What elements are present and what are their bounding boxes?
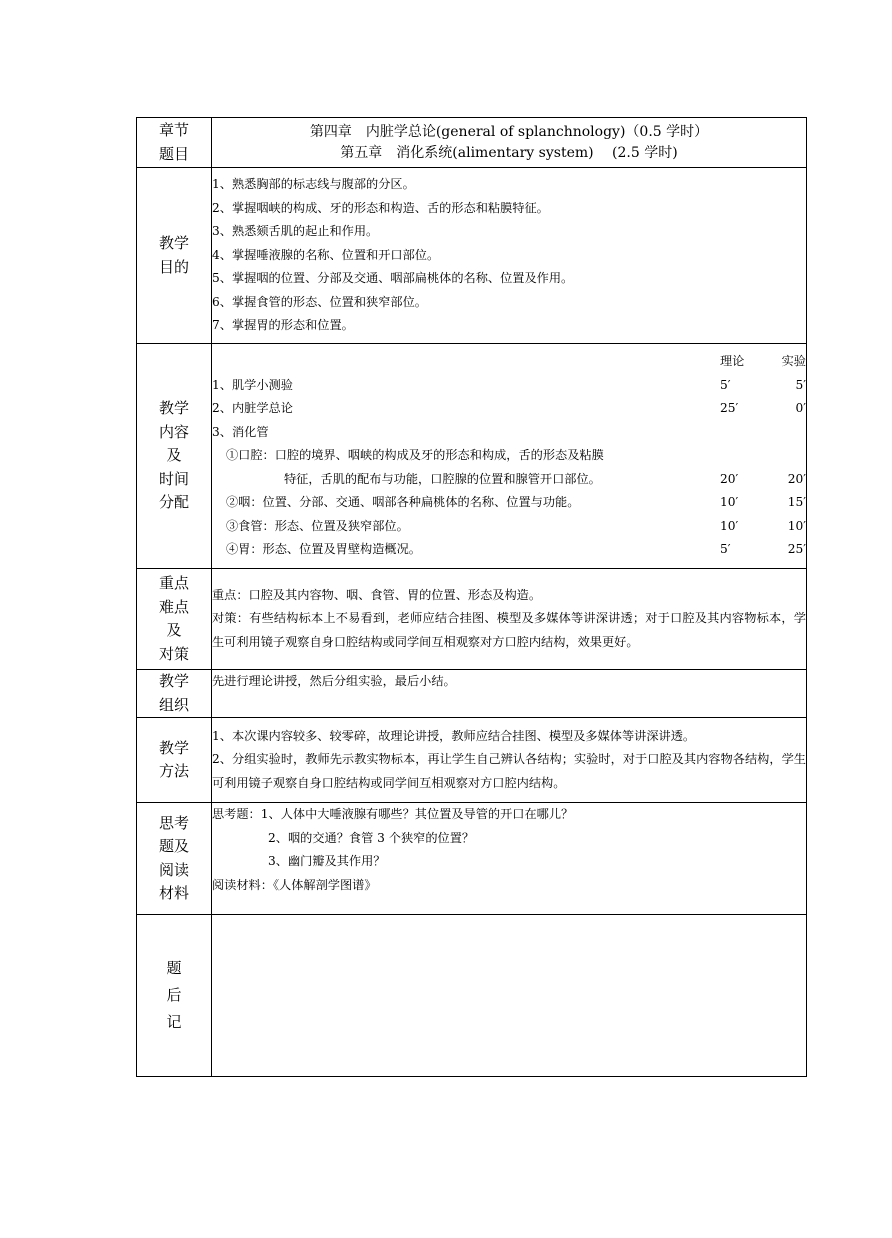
key-points-row [137,569,807,670]
chapter-row [137,118,807,168]
key-points-content [212,569,807,670]
postscript-row [137,915,807,1077]
objective-item: 4、掌握唾液腺的名称、位置和开口部位。 [212,247,440,262]
objectives-content [212,168,807,344]
objective-item: 7、掌握胃的形态和位置。 [212,318,354,333]
objective-item: 2、掌握咽峡的构成、牙的形态和构造、舌的形态和粘膜特征。 [212,200,549,215]
allocation-item: 1、肌学小测验 5′ 5′ [212,377,806,392]
objective-item: 6、掌握食管的形态、位置和狭窄部位。 [212,294,427,309]
lesson-plan-table [136,117,807,1077]
allocation-item: ②咽：位置、分部、交通、咽部各种扁桃体的名称、位置与功能。 10′ 15′ [226,495,806,510]
allocation-item: ①口腔：口腔的境界、咽峡的构成及牙的形态和构成，舌的形态及粘膜 [226,448,604,463]
postscript-label: 题 后 记 [137,915,212,1077]
allocation-row [137,344,807,569]
lab-header: 实验 [781,354,806,369]
allocation-label: 教学 内容 及 时间 分配 [137,344,212,569]
methods-content [212,718,807,803]
questions-content [212,803,807,915]
chapter-content [212,118,807,168]
chapter-title-line: 第五章 消化系统(alimentary system) (2.5 学时) [340,144,678,161]
objectives-row [137,168,807,344]
method-item: 1、本次课内容较多、较零碎，故理论讲授，教师应结合挂图、模型及多媒体等讲深讲透。 [212,728,696,743]
allocation-item: ④胃：形态、位置及胃壁构造概况。 5′ 25′ [226,542,806,557]
questions-label: 思考 题及 阅读 材料 [137,803,212,915]
chapter-label: 章节 题目 [137,118,212,168]
method-item: 2、分组实验时，教师先示教实物标本，再让学生自己辨认各结构；实验时，对于口腔及其内容物各结构，学生可利用镜子观察自身口腔结构或同学间互相观察对方口腔内结构。 [212,752,806,790]
organization-text: 先进行理论讲授，然后分组实验，最后小结。 [212,674,456,688]
question-item: 思考题：1、人体中大唾液腺有哪些？其位置及导管的开口在哪儿？ [212,807,574,821]
allocation-header [212,350,806,374]
key-points-label: 重点 难点 及 对策 [137,569,212,670]
objective-item: 5、掌握咽的位置、分部及交通、咽部扁桃体的名称、位置及作用。 [212,271,574,286]
postscript-content [212,915,807,1077]
questions-row [137,803,807,915]
chapter-title-line: 第四章 内脏学总论(general of splanchnology)（0.5 学时） [309,123,709,140]
objective-item: 1、熟悉胸部的标志线与腹部的分区。 [212,177,415,192]
allocation-item: 特征，舌肌的配布与功能，口腔腺的位置和腺管开口部位。 20′ 20′ [284,471,806,486]
allocation-content [212,344,807,569]
objective-item: 3、熟悉颏舌肌的起止和作用。 [212,224,379,239]
theory-header: 理论 [720,354,745,369]
methods-label: 教学 方法 [137,718,212,803]
methods-row [137,718,807,803]
focus-text: 重点：口腔及其内容物、咽、食管、胃的位置、形态及构造。 [212,587,542,602]
allocation-item: ③食管：形态、位置及狭窄部位。 10′ 10′ [226,518,806,533]
organization-row [137,670,807,718]
reading-material: 阅读材料：《人体解剖学图谱》 [212,877,377,892]
allocation-item: 3、消化管 [212,424,269,439]
strategy-text: 对策：有些结构标本上不易看到，老师应结合挂图、模型及多媒体等讲深讲透；对于口腔及其内容物标本，学生可利用镜子观察自身口腔结构或同学间互相观察对方口腔内结构，效果更好。 [212,611,806,649]
question-item: 2、咽的交通？食管 3 个狭窄的位置？ [268,830,475,845]
organization-content [212,670,807,718]
organization-label: 教学 组织 [137,670,212,718]
objectives-label: 教学 目的 [137,168,212,344]
allocation-item: 2、内脏学总论 25′ 0′ [212,401,806,416]
question-item: 3、幽门瓣及其作用？ [268,854,386,868]
